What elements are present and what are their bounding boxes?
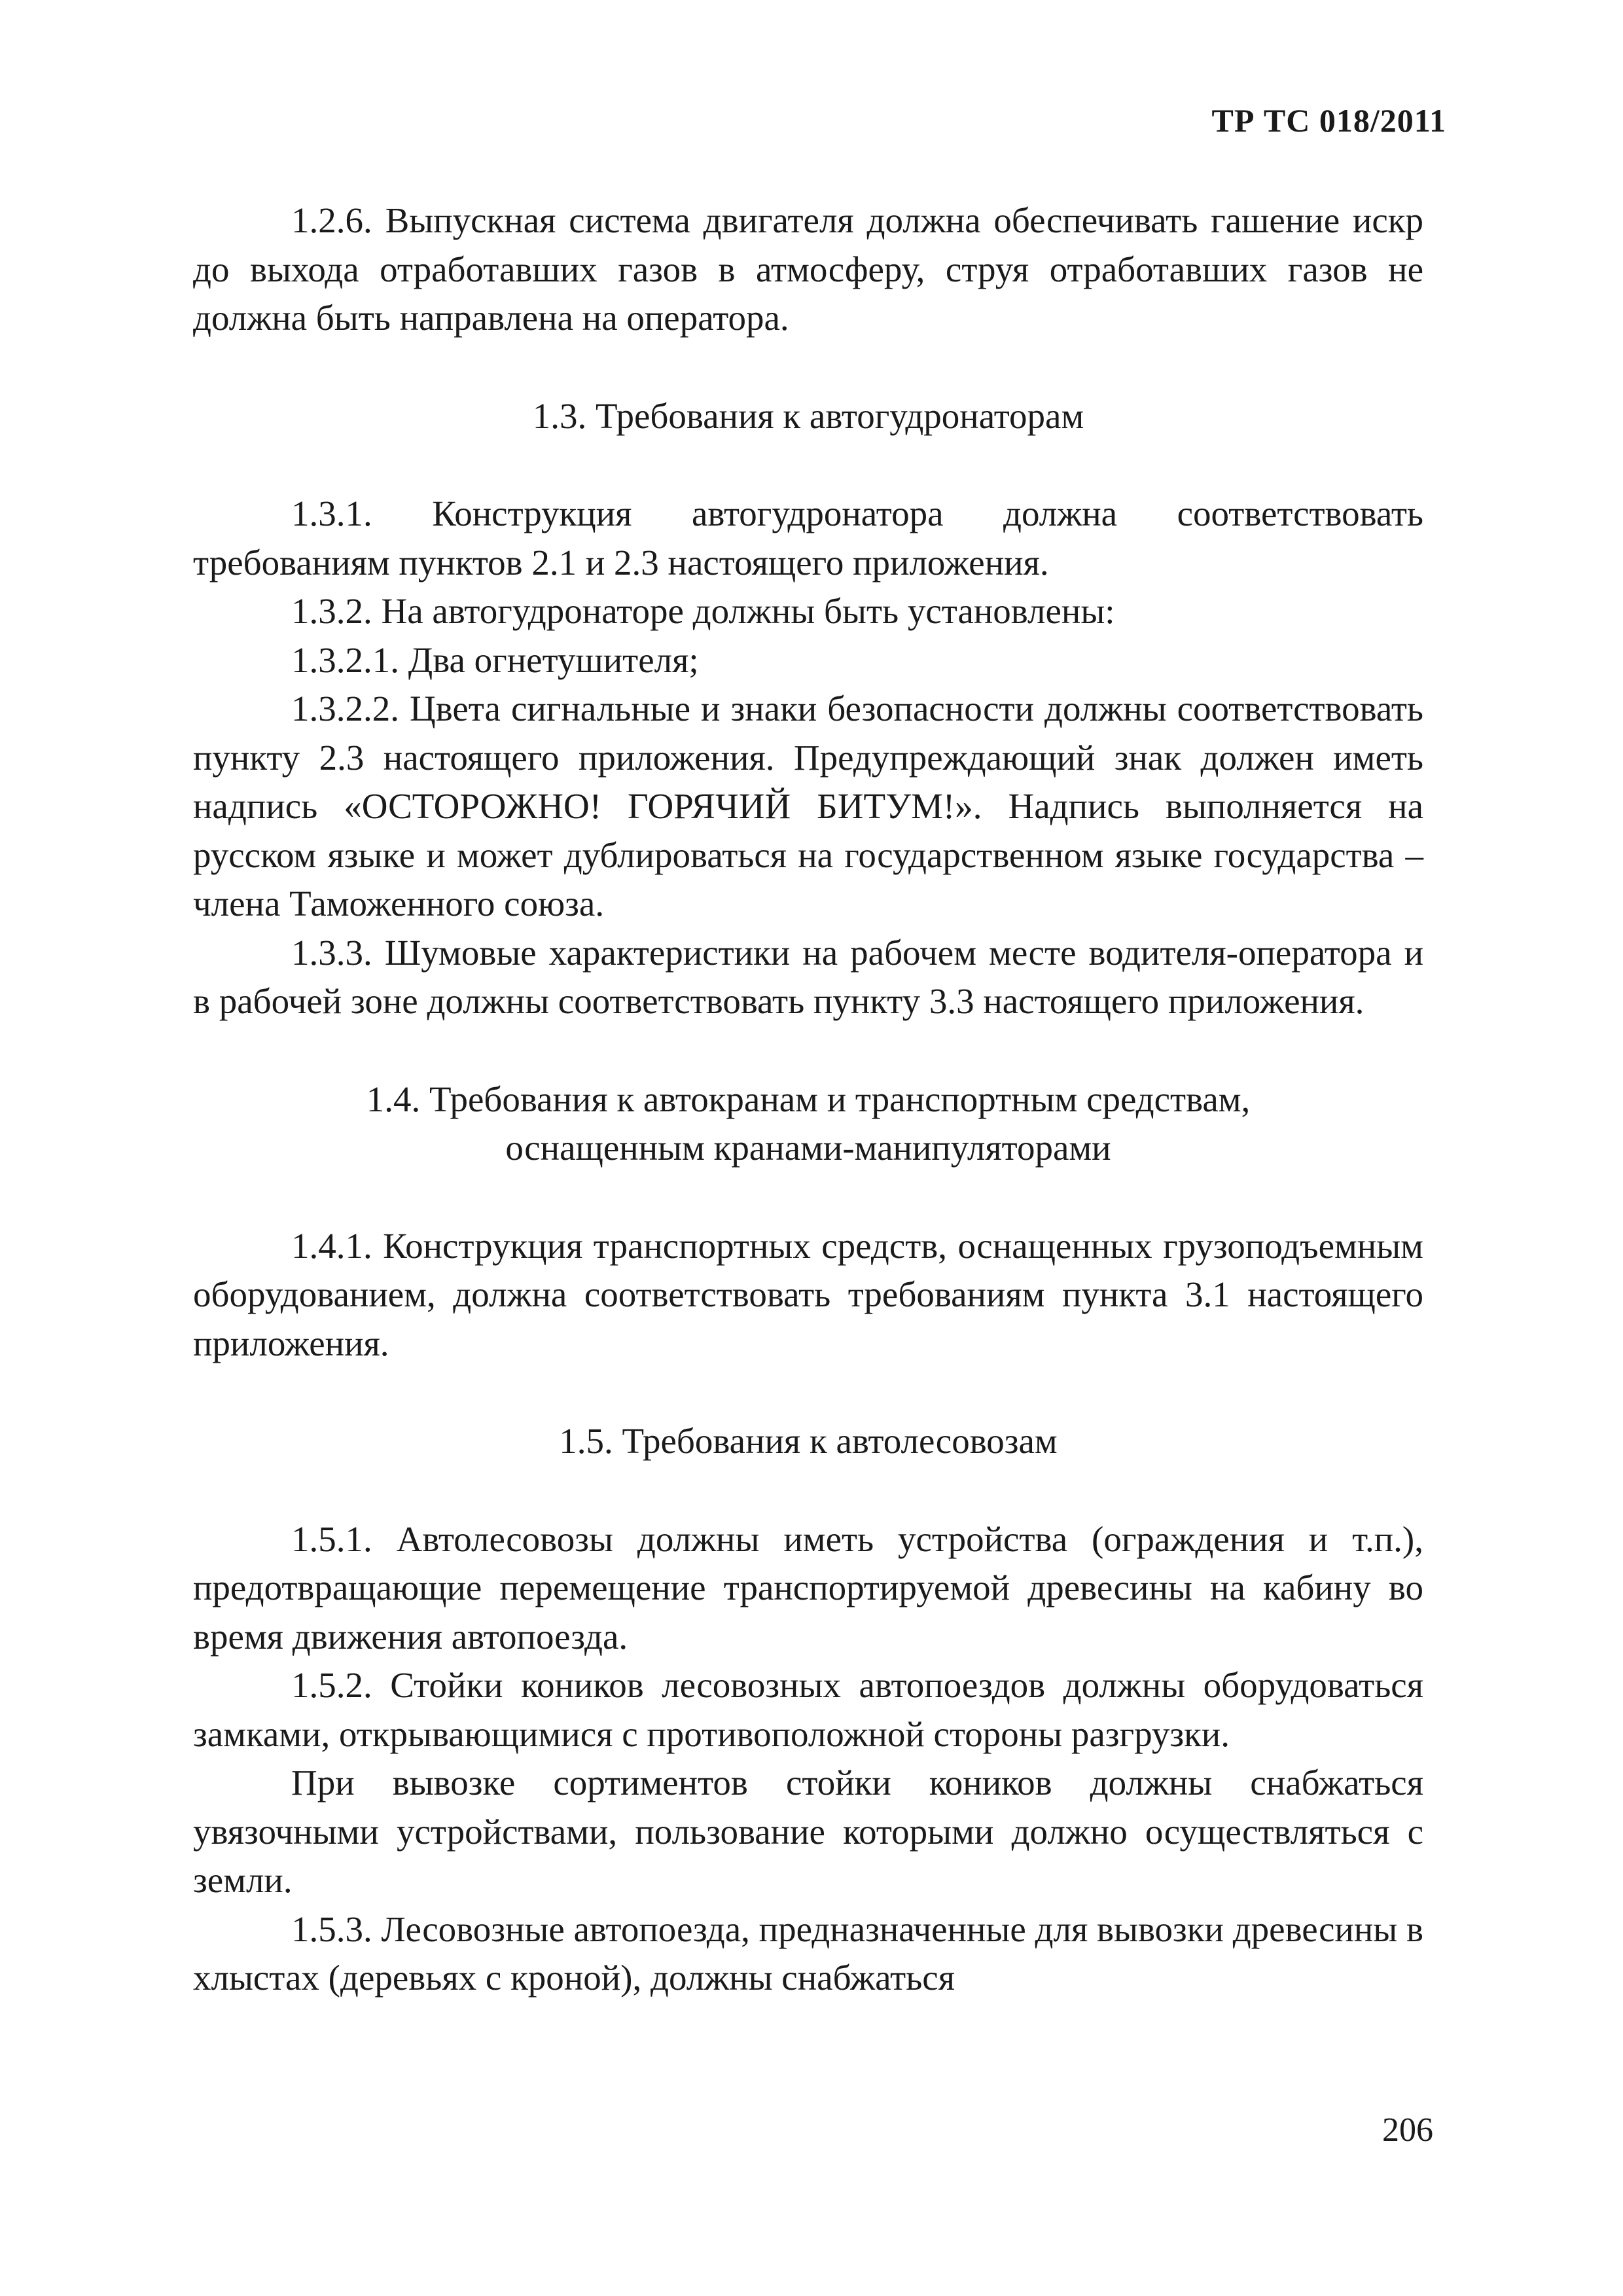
section-heading-1-3: 1.3. Требования к автогудронаторам	[532, 395, 1084, 436]
paragraph-1-4-1: 1.4.1. Конструкция транспортных средств, оснащенных грузоподъемным оборудованием, должна соответствовать требованиям пункта 3.1 настоящего приложения.	[193, 1225, 1423, 1363]
section-heading-1-4-line-1: 1.4. Требования к автокранам и транспортным средствам,	[366, 1079, 1251, 1119]
paragraph-1-5-2-continued: При вывозке сортиментов стойки коников должны снабжаться увязочными устройствами, пользование которыми должно осуществляться с земли.	[193, 1763, 1423, 1900]
paragraph-1-3-2-2: 1.3.2.2. Цвета сигнальные и знаки безопасности должны соответствовать пункту 2.3 настоящего приложения. Предупреждающий знак должен иметь надпись «ОСТОРОЖНО! ГОРЯЧИЙ БИТУМ!». Надпись выполняется на русском языке и может дублироваться на государственном языке государства – члена Таможенного союза.	[193, 689, 1423, 924]
paragraph-1-3-3: 1.3.3. Шумовые характеристики на рабочем месте водителя-оператора и в рабочей зоне должны соответствовать пункту 3.3 настоящего приложения.	[193, 932, 1423, 1021]
paragraph-1-3-2-1: 1.3.2.1. Два огнетушителя;	[291, 639, 699, 680]
paragraph-1-3-2: 1.3.2. На автогудронаторе должны быть установлены:	[291, 591, 1115, 631]
page-number: 206	[1382, 2111, 1433, 2149]
paragraph-1-3-1: 1.3.1. Конструкция автогудронатора должна соответствовать требованиям пунктов 2.1 и 2.3 настоящего приложения.	[193, 493, 1423, 583]
paragraph-1-5-2: 1.5.2. Стойки коников лесовозных автопоездов должны оборудоваться замками, открывающимися с противоположной стороны разгрузки.	[193, 1665, 1423, 1754]
paragraph-1-2-6: 1.2.6. Выпускная система двигателя должна обеспечивать гашение искр до выхода отработавших газов в атмосферу, струя отработавших газов не должна быть направлена на оператора.	[193, 200, 1423, 338]
document-body	[193, 196, 1423, 2003]
section-heading-1-4	[193, 1075, 1423, 1173]
paragraph-1-5-1: 1.5.1. Автолесовозы должны иметь устройства (ограждения и т.п.), предотвращающие перемещение транспортируемой древесины на кабину во время движения автопоезда.	[193, 1518, 1423, 1657]
document-code-header: ТР ТС 018/2011	[1211, 102, 1446, 139]
section-heading-1-5: 1.5. Требования к автолесовозам	[559, 1421, 1058, 1461]
paragraph-1-5-3: 1.5.3. Лесовозные автопоезда, предназначенные для вывозки древесины в хлыстах (деревьях с кроной), должны снабжаться	[193, 1909, 1423, 1998]
section-heading-1-4-line-2: оснащенным кранами-манипуляторами	[505, 1128, 1111, 1168]
